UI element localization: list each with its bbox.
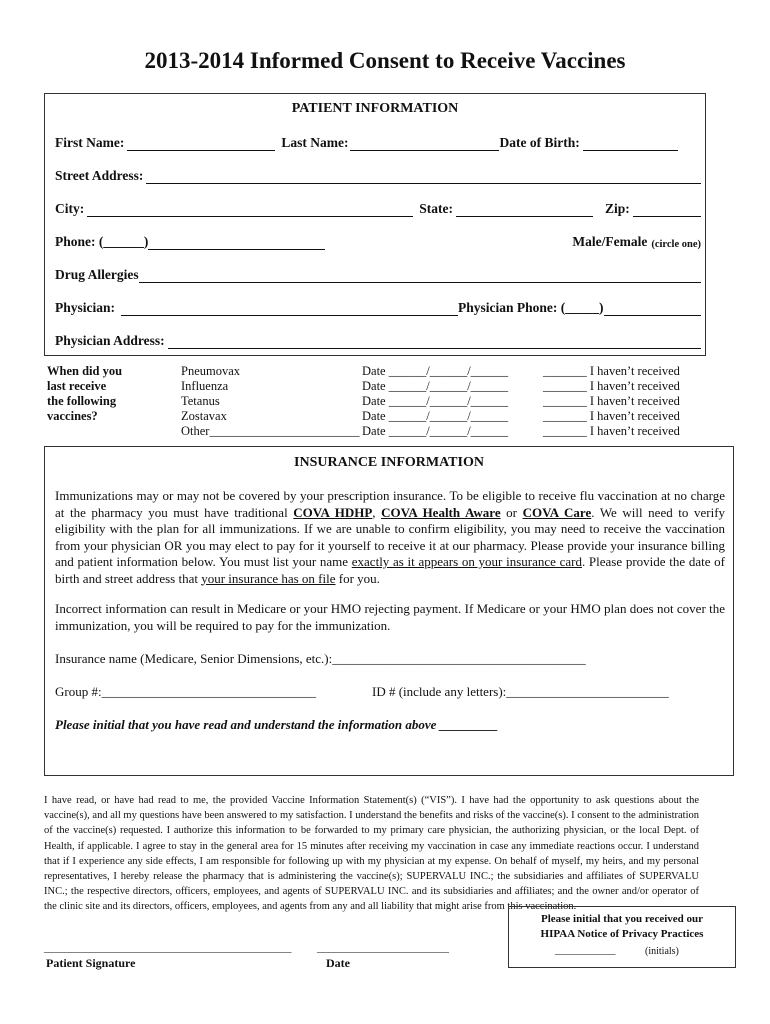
hipaa-initials-label: (initials) — [645, 946, 679, 957]
physician-label: Physician: — [55, 300, 116, 315]
physician-address-field[interactable] — [168, 334, 701, 349]
hipaa-initial-box — [508, 906, 736, 968]
vaccine-history-question: When did you last receive the following vaccines? — [47, 364, 123, 423]
patient-information-section — [44, 93, 706, 356]
insurance-id-field[interactable]: ID # (include any letters):_________________________ — [372, 684, 669, 699]
signature-date-label: Date — [326, 956, 350, 970]
patient-information-heading: PATIENT INFORMATION — [291, 101, 459, 116]
first-name-label: First Name: — [55, 135, 125, 150]
city-field[interactable] — [87, 202, 413, 217]
street-address-field[interactable] — [146, 169, 701, 184]
sex-label[interactable]: Male/Female — [572, 234, 648, 249]
date-of-birth-label: Date of Birth: — [499, 135, 580, 150]
insurance-paragraph-2: Incorrect information can result in Medicare or your HMO rejecting payment. If Medicare or your HMO plan does not cover the immunization, you will be required to pay for the immunization. — [55, 601, 725, 633]
hipaa-initial-field[interactable]: ___________ — [555, 944, 616, 956]
insurance-information-section — [44, 446, 734, 776]
physician-phone-field[interactable] — [604, 301, 701, 316]
street-address-label: Street Address: — [55, 168, 144, 183]
physician-phone-label: Physician Phone: (_____) — [458, 300, 604, 315]
phone-field[interactable] — [148, 235, 325, 250]
plan-cova-care: COVA Care — [522, 504, 592, 520]
hipaa-line-1: Please initial that you received our — [540, 913, 704, 925]
date-of-birth-field[interactable] — [583, 136, 678, 151]
page-title: 2013-2014 Informed Consent to Receive Vaccines — [144, 48, 626, 73]
zip-label: Zip: — [605, 201, 630, 216]
sex-note: (circle one) — [651, 239, 701, 250]
insurance-initial-field[interactable]: Please initial that you have read and understand the information above _________ — [55, 717, 499, 732]
consent-statement: I have read, or have had read to me, the provided Vaccine Information Statement(s) (“VIS”). I have had the opportunity to ask questions about the vaccine(s), and all my questions have been answered to my satisfaction. I understand the benefits and risks of the vaccine(s). I consent to the administration of the vaccine(s) requested. I authorize this information to be forwarded to my primary care physician, the authorizing physician, or the local Dept. of Health, if applicable. I agree to stay in the general area for 15 minutes after receiving my vaccination in case any immediate reactions occur. I understand that if I experience any side effects, I am responsible for following up with my physician at my expense. On behalf of myself, my heirs, and my personal representatives, I hereby release the pharmacy that is administering the vaccine(s); SUPERVALU INC.; the subsidiaries and affiliates of SUPERVALU INC.; the respective directors, officers, employees, and agents of SUPERVALU INC. and its subsidiaries and affiliates; and the owner and/or operator of the clinic site and its directors, officers, employees, and agents from any and all liability that might arise from this vaccination. — [44, 795, 699, 913]
phone-label: Phone: (______) — [55, 234, 149, 249]
patient-signature-field[interactable]: _____________________________________________ — [44, 942, 292, 954]
signature-date-field[interactable]: ________________________ — [317, 942, 449, 954]
drug-allergies-field[interactable] — [139, 268, 701, 283]
last-name-label: Last Name: — [281, 135, 349, 150]
state-label: State: — [419, 201, 453, 216]
first-name-field[interactable] — [127, 136, 275, 151]
insurance-information-heading: INSURANCE INFORMATION — [294, 455, 484, 470]
state-field[interactable] — [456, 202, 593, 217]
plan-cova-hdhp: COVA HDHP — [293, 504, 373, 520]
drug-allergies-label: Drug Allergies — [55, 267, 139, 282]
insurance-name-field[interactable]: Insurance name (Medicare, Senior Dimensions, etc.):_______________________________________ — [55, 651, 586, 666]
group-number-field[interactable]: Group #:_________________________________ — [55, 684, 317, 699]
patient-signature-label: Patient Signature — [46, 956, 136, 970]
physician-field[interactable] — [121, 301, 458, 316]
insurance-paragraph-1: Immunizations may or may not be covered by your prescription insurance. To be eligible to receive flu vaccination at no charge at the pharmacy you must have traditional COVA HDHP, COVA Health Aware or COVA Care. We will need to verify eligibility with the plan for all immunizations. If we are unable to confirm eligibility, you may need to receive the vaccination from your physician OR you may elect to pay for it yourself to receive it at our pharmacy. Please provide your insurance billing and patient information below. You must list your name exactly as it appears on your insurance card. Please provide the date of birth and street address that your insurance has on file for you. — [55, 488, 726, 586]
city-label: City: — [55, 201, 85, 216]
plan-cova-health-aware: COVA Health Aware — [381, 504, 501, 520]
last-name-field[interactable] — [350, 136, 499, 151]
vaccine-names[interactable]: Pneumovax Influenza Tetanus Zostavax Other________________________ — [181, 364, 360, 438]
hipaa-line-2: HIPAA Notice of Privacy Practices — [540, 928, 704, 940]
vaccine-dates[interactable]: Date ______/______/______ Date ______/______/______ Date ______/______/______ Date ______/______/______ Date ______/______/______ — [362, 364, 509, 438]
physician-address-label: Physician Address: — [55, 333, 165, 348]
zip-field[interactable] — [633, 202, 701, 217]
vaccine-not-received[interactable]: _______ I haven’t received _______ I haven’t received _______ I haven’t received _______ I haven’t received _______ I haven’t received — [543, 364, 680, 438]
